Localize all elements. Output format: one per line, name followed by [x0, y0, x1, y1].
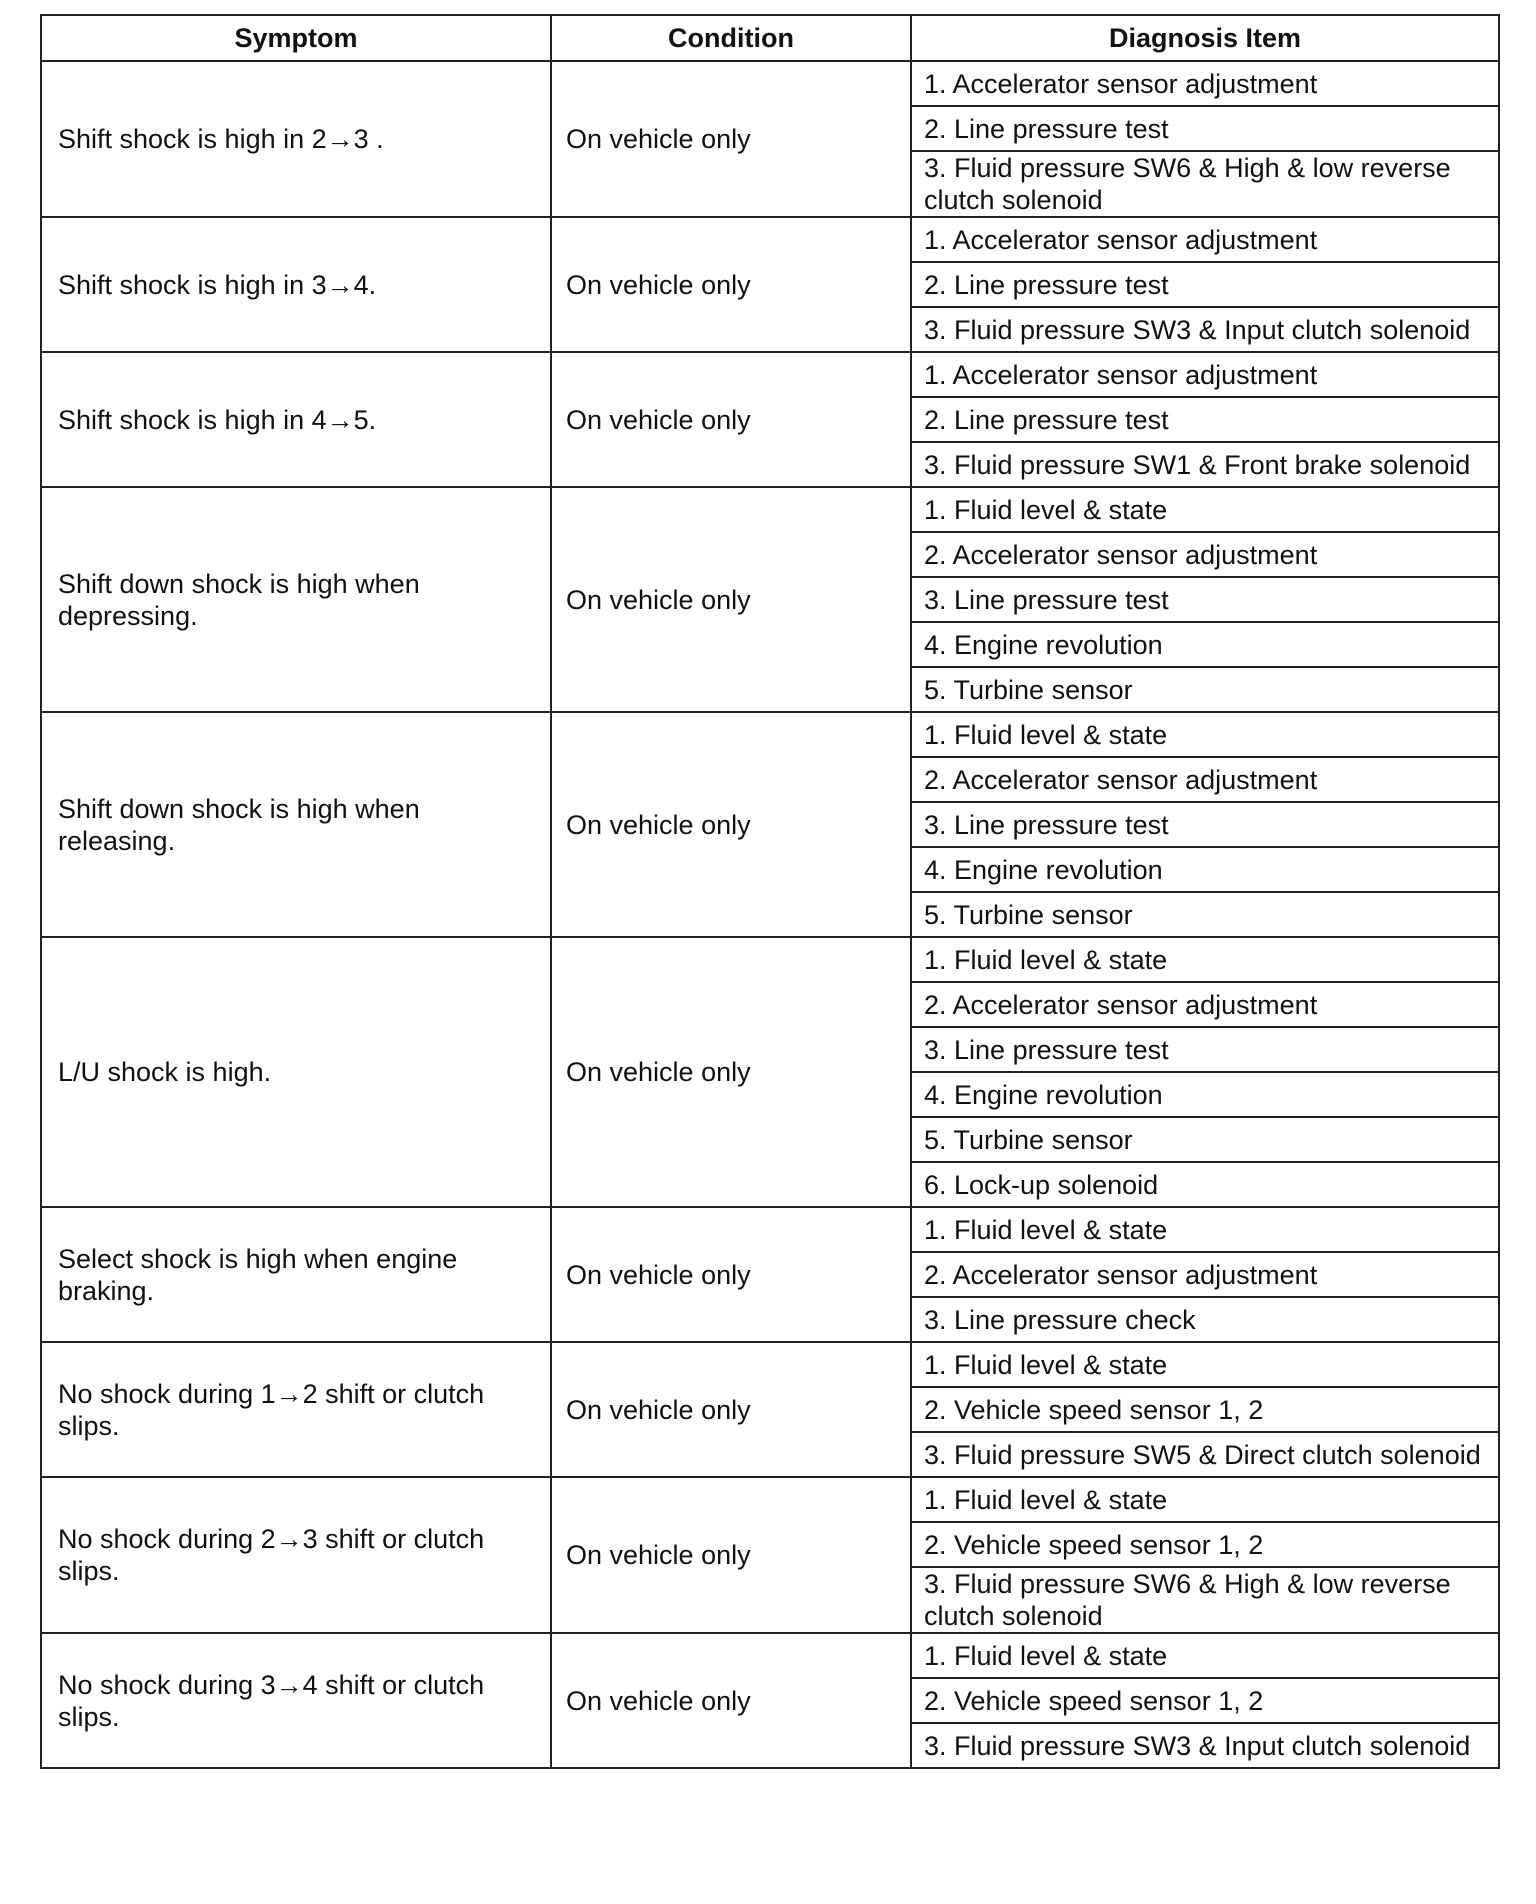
symptom-cell: Shift shock is high in 2→3 .	[41, 61, 551, 217]
diagnosis-table	[40, 14, 1500, 1769]
diagnosis-item-cell: 1. Fluid level & state	[911, 1207, 1499, 1252]
symptom-cell: Shift shock is high in 3→4.	[41, 217, 551, 352]
header-row	[41, 15, 1499, 61]
diagnosis-item-cell: 3. Fluid pressure SW3 & Input clutch solenoid	[911, 1723, 1499, 1768]
diagnosis-item-cell: 2. Vehicle speed sensor 1, 2	[911, 1678, 1499, 1723]
diagnosis-item-cell: 3. Line pressure test	[911, 802, 1499, 847]
condition-cell: On vehicle only	[551, 1477, 911, 1633]
diagnosis-item-cell: 1. Fluid level & state	[911, 1342, 1499, 1387]
diagnosis-item-cell: 1. Accelerator sensor adjustment	[911, 217, 1499, 262]
table-row	[41, 352, 1499, 397]
diagnosis-item-cell: 2. Accelerator sensor adjustment	[911, 532, 1499, 577]
diagnosis-item-cell: 5. Turbine sensor	[911, 667, 1499, 712]
condition-cell: On vehicle only	[551, 1207, 911, 1342]
diagnosis-item-cell: 3. Fluid pressure SW5 & Direct clutch solenoid	[911, 1432, 1499, 1477]
diagnosis-item-cell: 2. Vehicle speed sensor 1, 2	[911, 1387, 1499, 1432]
diagnosis-item-cell: 4. Engine revolution	[911, 847, 1499, 892]
diagnosis-item-cell: 2. Line pressure test	[911, 106, 1499, 151]
diagnosis-item-cell: 3. Line pressure check	[911, 1297, 1499, 1342]
diagnosis-item-cell: 3. Fluid pressure SW3 & Input clutch solenoid	[911, 307, 1499, 352]
condition-cell: On vehicle only	[551, 1342, 911, 1477]
header-symptom: Symptom	[41, 15, 551, 61]
diagnosis-item-cell: 3. Fluid pressure SW6 & High & low reverse clutch solenoid	[911, 1567, 1499, 1633]
diagnosis-item-cell: 4. Engine revolution	[911, 1072, 1499, 1117]
diagnosis-item-cell: 1. Fluid level & state	[911, 1633, 1499, 1678]
symptom-cell: Shift down shock is high when releasing.	[41, 712, 551, 937]
diagnosis-item-cell: 6. Lock-up solenoid	[911, 1162, 1499, 1207]
table-row	[41, 1342, 1499, 1387]
diagnosis-item-cell: 4. Engine revolution	[911, 622, 1499, 667]
diagnosis-item-cell: 1. Fluid level & state	[911, 1477, 1499, 1522]
diagnosis-item-cell: 1. Fluid level & state	[911, 712, 1499, 757]
diagnosis-item-cell: 2. Line pressure test	[911, 262, 1499, 307]
condition-cell: On vehicle only	[551, 352, 911, 487]
condition-cell: On vehicle only	[551, 61, 911, 217]
diagnosis-item-cell: 2. Accelerator sensor adjustment	[911, 982, 1499, 1027]
symptom-cell: Shift down shock is high when depressing.	[41, 487, 551, 712]
symptom-cell: No shock during 3→4 shift or clutch slips.	[41, 1633, 551, 1768]
condition-cell: On vehicle only	[551, 712, 911, 937]
diagnosis-item-cell: 5. Turbine sensor	[911, 1117, 1499, 1162]
diagnosis-item-cell: 2. Vehicle speed sensor 1, 2	[911, 1522, 1499, 1567]
table-row	[41, 61, 1499, 106]
header-diagnosis-item: Diagnosis Item	[911, 15, 1499, 61]
diagnosis-item-cell: 1. Fluid level & state	[911, 937, 1499, 982]
diagnosis-item-cell: 3. Line pressure test	[911, 1027, 1499, 1072]
diagnosis-item-cell: 1. Fluid level & state	[911, 487, 1499, 532]
symptom-cell: No shock during 1→2 shift or clutch slips.	[41, 1342, 551, 1477]
table-row	[41, 937, 1499, 982]
table-row	[41, 1633, 1499, 1678]
condition-cell: On vehicle only	[551, 217, 911, 352]
table-row	[41, 1477, 1499, 1522]
condition-cell: On vehicle only	[551, 1633, 911, 1768]
diagnosis-item-cell: 1. Accelerator sensor adjustment	[911, 61, 1499, 106]
table-body	[41, 61, 1499, 1768]
diagnosis-item-cell: 2. Accelerator sensor adjustment	[911, 1252, 1499, 1297]
diagnosis-item-cell: 1. Accelerator sensor adjustment	[911, 352, 1499, 397]
table-row	[41, 712, 1499, 757]
condition-cell: On vehicle only	[551, 487, 911, 712]
symptom-cell: No shock during 2→3 shift or clutch slips.	[41, 1477, 551, 1633]
table-row	[41, 217, 1499, 262]
diagnosis-item-cell: 3. Line pressure test	[911, 577, 1499, 622]
symptom-cell: Select shock is high when engine braking.	[41, 1207, 551, 1342]
diagnosis-item-cell: 3. Fluid pressure SW1 & Front brake solenoid	[911, 442, 1499, 487]
diagnosis-item-cell: 3. Fluid pressure SW6 & High & low reverse clutch solenoid	[911, 151, 1499, 217]
diagnosis-item-cell: 2. Line pressure test	[911, 397, 1499, 442]
diagnosis-item-cell: 2. Accelerator sensor adjustment	[911, 757, 1499, 802]
table-row	[41, 1207, 1499, 1252]
header-condition: Condition	[551, 15, 911, 61]
symptom-cell: L/U shock is high.	[41, 937, 551, 1207]
diagnosis-item-cell: 5. Turbine sensor	[911, 892, 1499, 937]
table-row	[41, 487, 1499, 532]
symptom-cell: Shift shock is high in 4→5.	[41, 352, 551, 487]
condition-cell: On vehicle only	[551, 937, 911, 1207]
